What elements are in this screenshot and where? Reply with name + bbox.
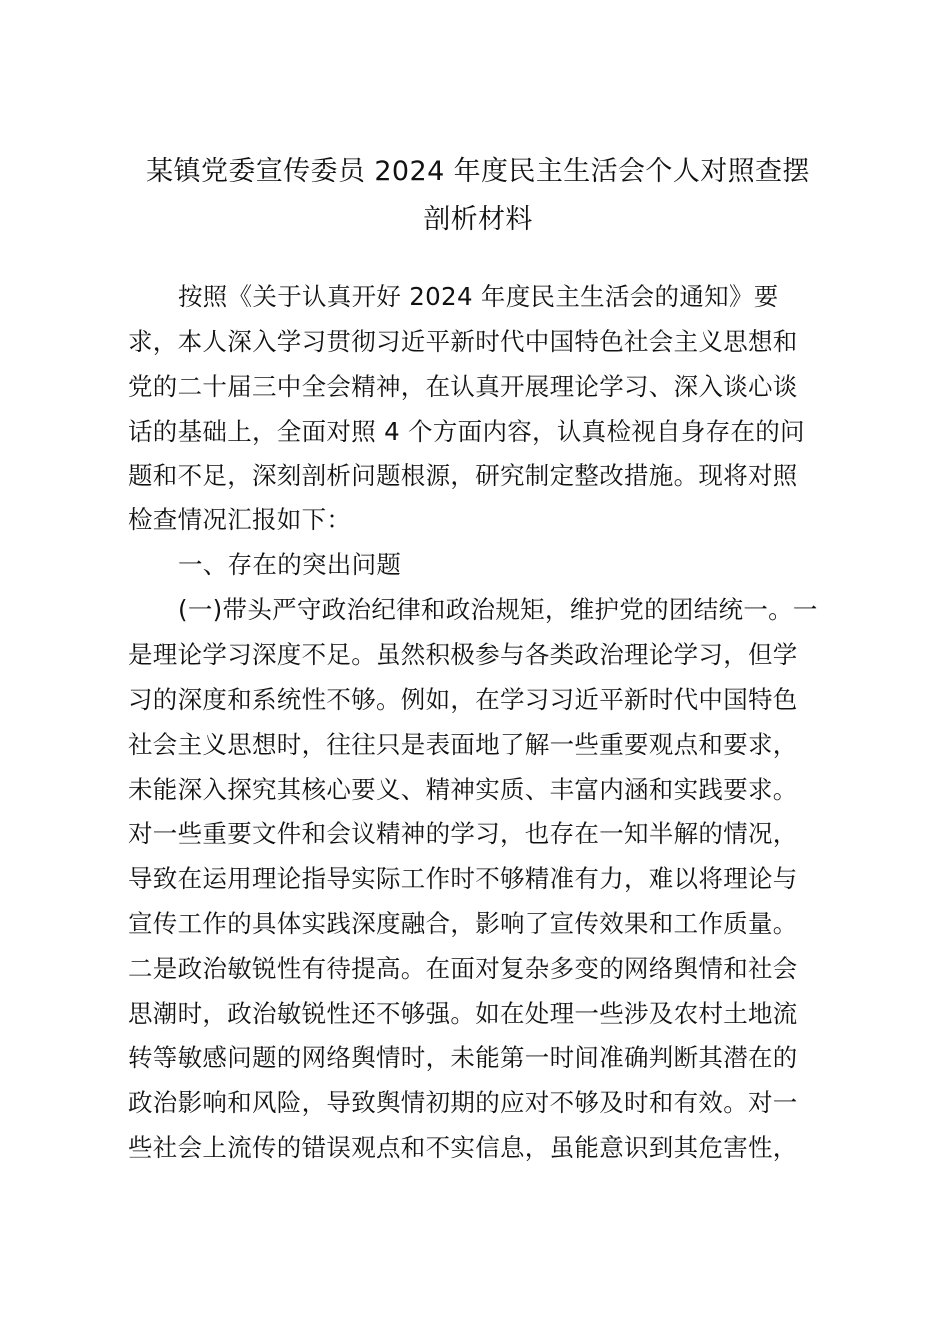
paragraph-line: 是理论学习深度不足。虽然积极参与各类政治理论学习，但学 [128,640,798,669]
paragraph-line: 对一些重要文件和会议精神的学习，也存在一知半解的情况， [128,819,798,848]
paragraph-line: 政治影响和风险，导致舆情初期的应对不够及时和有效。对一 [128,1088,798,1117]
paragraph-line: 按照《关于认真开好 2024 年度民主生活会的通知》要 [178,282,779,311]
document-title-line-2: 剖析材料 [423,204,533,235]
paragraph-line: (一)带头严守政治纪律和政治规矩，维护党的团结统一。一 [178,595,818,624]
document-title-line-1: 某镇党委宣传委员 2024 年度民主生活会个人对照查摆 [146,156,810,187]
paragraph-line: 转等敏感问题的网络舆情时，未能第一时间准确判断其潜在的 [128,1043,798,1072]
paragraph-line: 习的深度和系统性不够。例如，在学习习近平新时代中国特色 [128,685,798,714]
paragraph-line: 未能深入探究其核心要义、精神实质、丰富内涵和实践要求。 [128,775,798,804]
paragraph-line: 求，本人深入学习贯彻习近平新时代中国特色社会主义思想和 [128,327,798,356]
paragraph-line: 题和不足，深刻剖析问题根源，研究制定整改措施。现将对照 [128,461,798,490]
paragraph-line: 导致在运用理论指导实际工作时不够精准有力，难以将理论与 [128,864,798,893]
paragraph-line: 宣传工作的具体实践深度融合，影响了宣传效果和工作质量。 [128,909,798,938]
paragraph-line: 检查情况汇报如下： [128,505,352,534]
paragraph-line: 党的二十届三中全会精神，在认真开展理论学习、深入谈心谈 [128,372,798,401]
paragraph-line: 社会主义思想时，往往只是表面地了解一些重要观点和要求， [128,730,798,759]
paragraph-line: 话的基础上，全面对照 4 个方面内容，认真检视自身存在的问 [128,417,805,446]
section-heading: 一、存在的突出问题 [178,550,402,579]
paragraph-line: 些社会上流传的错误观点和不实信息，虽能意识到其危害性， [128,1133,798,1162]
paragraph-line: 二是政治敏锐性有待提高。在面对复杂多变的网络舆情和社会 [128,954,798,983]
paragraph-line: 思潮时，政治敏锐性还不够强。如在处理一些涉及农村土地流 [128,999,798,1028]
